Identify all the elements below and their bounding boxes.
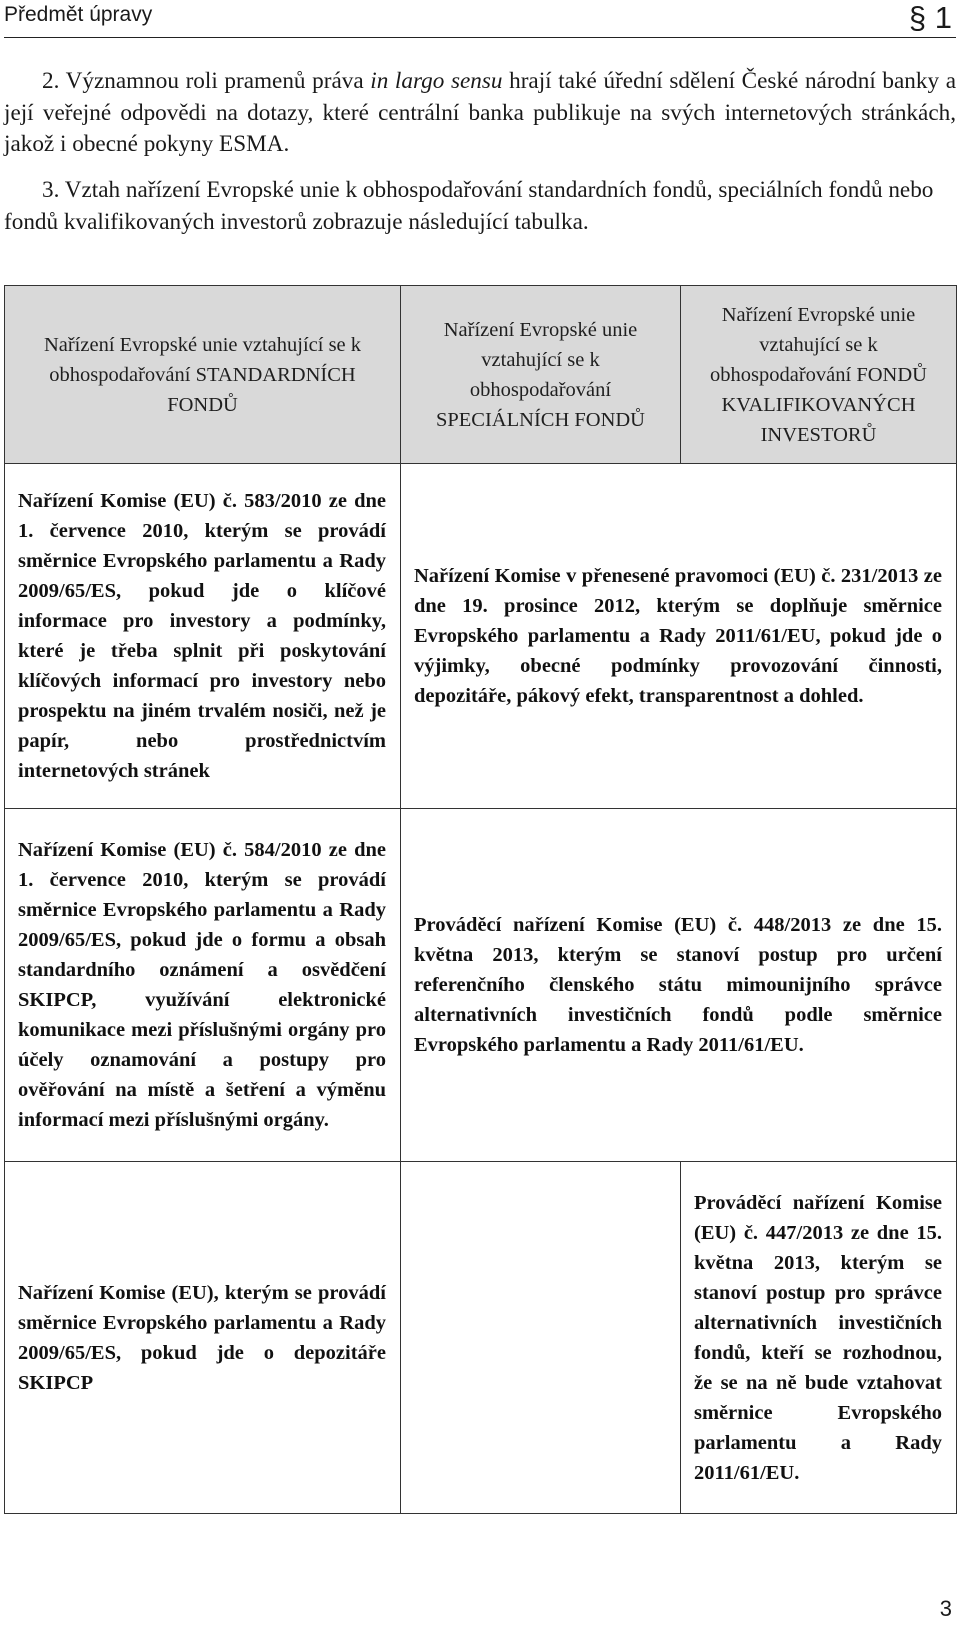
cell-text: Prováděcí nařízení Komise (EU) č. 447/2013 ze dne 15. května 2013, kterým se stanoví postup pro správce alternativních investičních fondů, kteří se rozhodnou, že se na ně bude vztahovat směrnice Evropského parlamentu a Rady 2011/61/EU. [694,1191,942,1484]
cell-text: Nařízení Komise (EU) č. 583/2010 ze dne 1. července 2010, kterým se provádí směrnice Evropského parlamentu a Rady 2009/65/ES, pokud jde o klíčové informace pro investory a podmínky, které je třeba splnit při poskytování klíčových informací pro investory nebo prospektu na jiném trvalém nosiči, než je papír, nebo prostřednictvím internetových stránek [18,490,386,782]
cell-text: Nařízení Komise (EU), kterým se provádí směrnice Evropského parlamentu a Rady 2009/65/ES, pokud jde o depozitáře SKIPCP [18,1281,386,1394]
table-header-row [5,286,957,464]
cell-special-empty [401,1162,681,1514]
paragraph-3: 3. Vztah nařízení Evropské unie k obhospodařování standardních fondů, speciálních fondů nebo fondů kvalifikovaných investorů zobrazuje následující tabulka. [4,177,934,235]
table-row [5,1162,957,1514]
header-standard-funds [5,286,401,464]
header-standard-funds-text: Nařízení Evropské unie vztahující se k obhospodařování STANDARDNÍCH FONDŮ [43,333,362,416]
table-row [5,809,957,1162]
header-special-funds-text: Nařízení Evropské unie vztahující se k obhospodařování SPECIÁLNÍCH FONDŮ [435,318,645,431]
paragraph-2-italic: in largo sensu [370,68,503,94]
cell-text: Nařízení Komise (EU) č. 584/2010 ze dne 1. července 2010, kterým se provádí směrnice Evropského parlamentu a Rady 2009/65/ES, pokud jde o formu a obsah standardního oznámení a osvědčení SKIPCP, využívání elektronické komunikace mezi příslušnými orgány pro účely oznamování a postupy pro ověřování na místě a šetření a výměnu informací mezi příslušnými orgány. [18,839,386,1131]
page-header [0,0,960,38]
cell-special-qualified-448 [401,809,957,1162]
paragraph-2-text-end: hrají také úřední sdělení České národní banky a její veřejné odpovědi na dotazy, které centrální banka publikuje na svých internetových stránkách, jakož i obecné pokyny ESMA. [4,68,957,157]
cell-qualified-447 [681,1162,957,1514]
table-row [5,464,957,809]
page-number: 3 [939,1596,952,1621]
cell-standard-583 [5,464,401,809]
cell-standard-depositary [5,1162,401,1514]
header-qualified-funds [681,286,957,464]
cell-special-qualified-231 [401,464,957,809]
cell-standard-584 [5,809,401,1162]
regulations-table [4,285,957,1514]
header-divider [4,37,956,38]
header-qualified-funds-text: Nařízení Evropské unie vztahující se k obhospodařování FONDŮ KVALIFIKOVANÝCH INVESTORŮ [710,303,927,446]
cell-text: Prováděcí nařízení Komise (EU) č. 448/2013 ze dne 15. května 2013, kterým se stanoví postup pro určení referenčního členského státu mimounijního správce alternativních investičních fondů podle směrnice Evropského parlamentu a Rady 2011/61/EU. [414,914,942,1056]
header-special-funds [401,286,681,464]
paragraph-2 [4,66,956,161]
section-marker: § 1 [908,0,952,35]
running-title: Předmět úpravy [4,3,153,26]
paragraph-2-text: 2. Významnou roli pramenů práva [42,68,371,94]
cell-text: Nařízení Komise v přenesené pravomoci (EU) č. 231/2013 ze dne 19. prosince 2012, kterým se doplňuje směrnice Evropského parlamentu a Rady 2011/61/EU, pokud jde o výjimky, obecné podmínky provozování činnosti, depozitáře, pákový efekt, transparentnost a dohled. [414,565,942,707]
